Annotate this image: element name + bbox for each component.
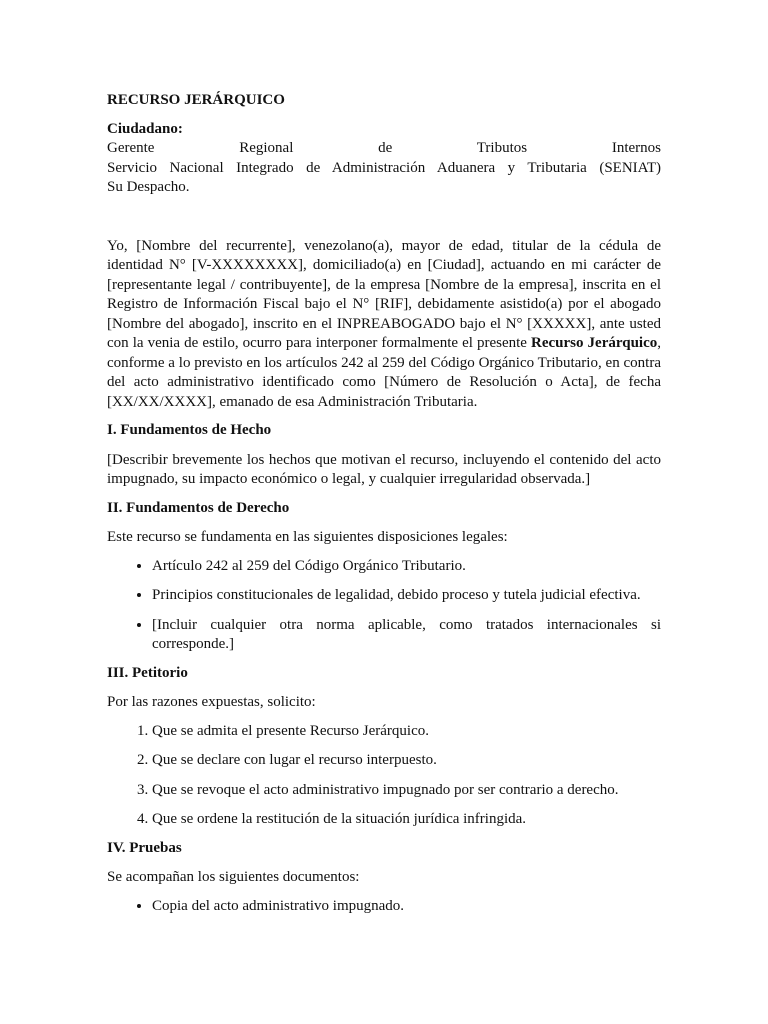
list-item: • Artículo 242 al 259 del Código Orgánico Tributario.	[152, 557, 661, 577]
law-list	[107, 557, 661, 655]
list-item: 4. Que se ordene la restitución de la situación jurídica infringida.	[152, 810, 661, 830]
document-page	[107, 91, 661, 925]
section-intro-law: Este recurso se fundamenta en las siguientes disposiciones legales:	[107, 529, 508, 545]
addressee-line-3: Su Despacho.	[107, 179, 190, 195]
section-heading-petition: III. Petitorio	[107, 664, 188, 681]
list-item: • Copia del acto administrativo impugnado.	[152, 897, 661, 917]
list-item: 3. Que se revoque el acto administrativo impugnado por ser contrario a derecho.	[152, 781, 661, 801]
section-intro-petition: Por las razones expuestas, solicito:	[107, 694, 316, 710]
intro-text-before: Yo, [Nombre del recurrente], venezolano(a), mayor de edad, titular de la cédula de identidad N° [V-XXXXXXXX], domiciliado(a) en [Ciudad], actuando en mi carácter de [representante legal / contribuyente], de la empresa [Nombre de la empresa], inscrita en el Registro de Información Fiscal bajo el N° [RIF], debidamente asistido(a) por el abogado [Nombre del abogado], inscrito en el INPREABOGADO bajo el N° [XXXXX], ante usted con la venia de estilo, ocurro para interponer formalmente el presente	[107, 237, 661, 351]
section-intro-evidence: Se acompañan los siguientes documentos:	[107, 869, 360, 885]
list-item: • Principios constitucionales de legalidad, debido proceso y tutela judicial efectiva.	[152, 586, 661, 606]
section-heading-facts: I. Fundamentos de Hecho	[107, 422, 272, 438]
addressee-line-1: Gerente Regional de Tributos Internos	[107, 140, 661, 156]
intro-paragraph	[107, 237, 661, 413]
spacer	[107, 198, 661, 237]
addressee-label: Ciudadano:	[107, 120, 183, 137]
section-heading-law: II. Fundamentos de Derecho	[107, 499, 290, 516]
intro-text-after: , conforme a lo previsto en los artículos 242 al 259 del Código Orgánico Tributario, en contra del acto administrativo identificado como [Número de Resolución o Acta], de fecha [XX/XX/XXXX], emanado de esa Administración Tributaria.	[107, 335, 662, 410]
evidence-list	[107, 897, 661, 917]
list-item: 1. Que se admita el presente Recurso Jerárquico.	[152, 722, 661, 742]
list-item: 2. Que se declare con lugar el recurso interpuesto.	[152, 751, 661, 771]
addressee-block	[107, 120, 661, 198]
list-item: • [Incluir cualquier otra norma aplicable, como tratados internacionales si corresponde.]	[152, 616, 661, 655]
intro-bold-text: Recurso Jerárquico	[531, 335, 658, 351]
document-title: RECURSO JERÁRQUICO	[107, 92, 285, 108]
petition-list	[107, 722, 661, 830]
section-body-facts: [Describir brevemente los hechos que motivan el recurso, incluyendo el contenido del acto impugnado, su impacto económico o legal, y cualquier irregularidad observada.]	[107, 451, 661, 487]
addressee-line-2: Servicio Nacional Integrado de Administración Aduanera y Tributaria (SENIAT)	[107, 159, 661, 176]
section-heading-evidence: IV. Pruebas	[107, 839, 182, 856]
